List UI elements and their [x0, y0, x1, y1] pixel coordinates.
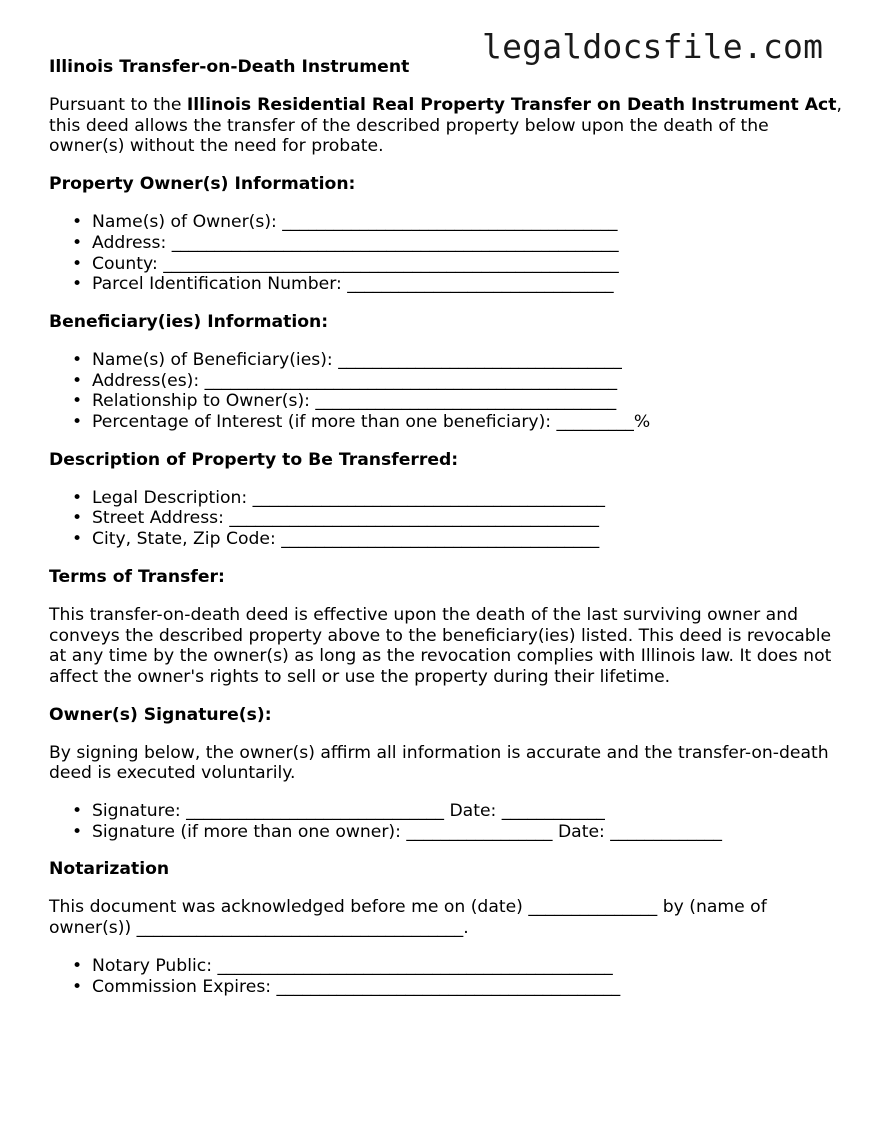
intro-post: , this deed allows the transfer of the described property below upon the death of the owner(s) without the need for probate. [49, 95, 842, 157]
act-name: Illinois Residential Real Property Transfer on Death Instrument Act [186, 95, 837, 115]
owners-list [49, 212, 849, 295]
watermark: legaldocsfile.com [482, 27, 824, 66]
signatures-list [49, 801, 849, 842]
notarization-paragraph: This document was acknowledged before me on (date) _______________ by (name of owner(s)) ______________________________________. [49, 897, 767, 939]
notary-public-field: • Notary Public: ______________________________________________ [92, 956, 849, 977]
intro-pre: Pursuant to the [49, 95, 187, 115]
owners-heading: Property Owner(s) Information: [49, 174, 356, 195]
document-title: Illinois Transfer-on-Death Instrument [49, 57, 410, 77]
document [49, 57, 849, 997]
second-signature-field: • Signature (if more than one owner): _________________ Date: _____________ [92, 822, 849, 843]
property-heading: Description of Property to Be Transferred: [49, 449, 459, 470]
relationship-field: • Relationship to Owner(s): ___________________________________ [92, 391, 849, 412]
beneficiaries-heading: Beneficiary(ies) Information: [49, 311, 329, 332]
legal-description-field: • Legal Description: _________________________________________ [92, 488, 849, 509]
notarization-heading: Notarization [49, 859, 170, 880]
beneficiary-address-field: • Address(es): ________________________________________________ [92, 371, 849, 392]
beneficiaries-list [49, 350, 849, 433]
terms-paragraph: This transfer-on-death deed is effective upon the death of the last surviving owner and conveys the described property above to the beneficiary(ies) listed. This deed is revocable at any time by the owner(s) as long as the revocation complies with Illinois law. It does not affect the owner's rights to sell or use the property during their lifetime. [49, 604, 832, 687]
signatures-paragraph: By signing below, the owner(s) affirm all information is accurate and the transfer-on-death deed is executed voluntarily. [49, 742, 829, 784]
commission-expires-field: • Commission Expires: ________________________________________ [92, 977, 849, 998]
percentage-field: • Percentage of Interest (if more than one beneficiary): _________% [92, 412, 849, 433]
street-address-field: • Street Address: ___________________________________________ [92, 508, 849, 529]
owner-address-field: • Address: ____________________________________________________ [92, 233, 849, 254]
terms-heading: Terms of Transfer: [49, 566, 225, 587]
signature-field: • Signature: ______________________________ Date: ____________ [92, 801, 849, 822]
signatures-heading: Owner(s) Signature(s): [49, 704, 272, 725]
intro-paragraph [49, 95, 849, 157]
owner-name-field: • Name(s) of Owner(s): _______________________________________ [92, 212, 849, 233]
city-state-zip-field: • City, State, Zip Code: _____________________________________ [92, 529, 849, 550]
property-list [49, 488, 849, 550]
beneficiary-name-field: • Name(s) of Beneficiary(ies): _________________________________ [92, 350, 849, 371]
owner-county-field: • County: _____________________________________________________ [92, 254, 849, 275]
parcel-id-field: • Parcel Identification Number: _______________________________ [92, 274, 849, 295]
notarization-list [49, 956, 849, 997]
